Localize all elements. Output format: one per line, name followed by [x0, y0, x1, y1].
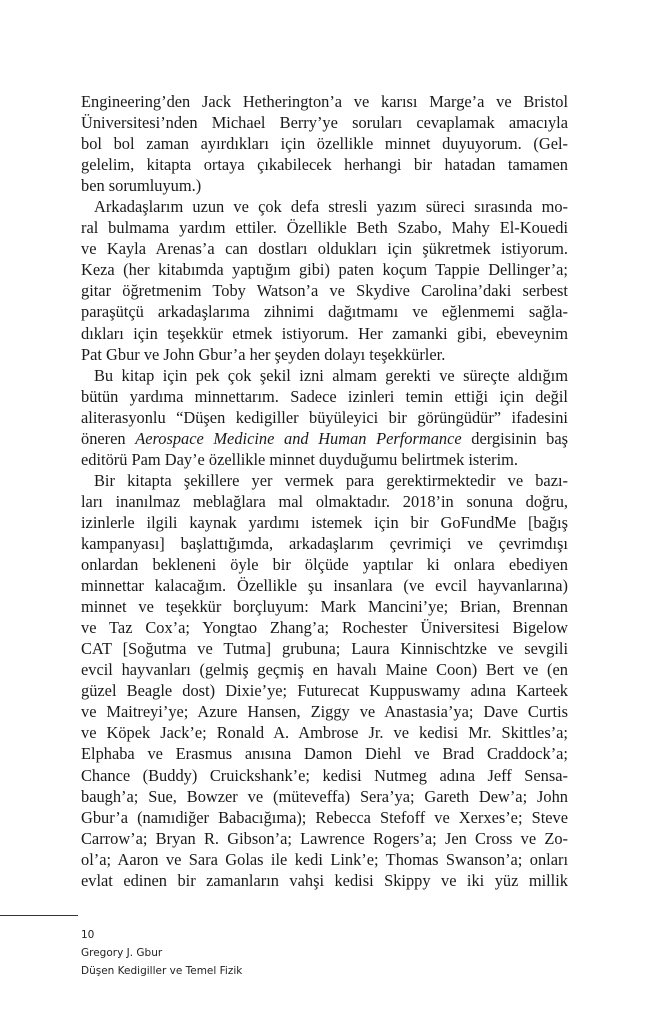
footer-divider: [0, 915, 78, 916]
text-line: minnet ve teşekkür borçluyum: Mark Mancini’ye; Brian, Brennan: [81, 597, 568, 617]
text-segment: öneren: [81, 428, 136, 448]
text-line: editörü Pam Day’e özellikle minnet duyduğumu belirtmek isterim.: [81, 449, 518, 469]
text-line: bütün yardıma minnettarım. Sadece izinleri temin ettiği için değil: [81, 386, 568, 406]
text-line: Bir kitapta şekillere yer vermek para gerektirmektedir ve bazı-: [94, 470, 568, 490]
text-line: ve Köpek Jack’e; Ronald A. Ambrose Jr. ve kedisi Mr. Skittles’a;: [81, 723, 568, 743]
journal-title: Aerospace Medicine and Human Performance: [135, 428, 462, 448]
text-line: Elphaba ve Erasmus anısına Damon Diehl ve Brad Craddock’a;: [81, 744, 568, 764]
text-line: aliterasyonlu “Düşen kedigiller büyüleyici bir görüngüdür” ifadesini: [81, 407, 568, 427]
book-title: Düşen Kedigiller ve Temel Fizik: [81, 965, 243, 977]
text-line: ve Taz Cox’a; Yongtao Zhang’a; Rochester Üniversitesi Bigelow: [81, 618, 568, 638]
text-line: güzel Beagle dost) Dixie’ye; Futurecat Kuppuswamy adına Karteek: [81, 681, 568, 701]
text-line: Chance (Buddy) Cruickshank’e; kedisi Nutmeg adına Jeff Sensa-: [81, 765, 568, 785]
text-line: Bu kitap için pek çok şekil izni almam gerekti ve süreçte aldığım: [94, 365, 568, 385]
author-name: Gregory J. Gbur: [81, 947, 163, 959]
body-text: [81, 91, 568, 891]
text-line: ol’a; Aaron ve Sara Golas ile kedi Link’e; Thomas Swanson’a; onları: [81, 849, 568, 869]
text-line: Arkadaşlarım uzun ve çok defa stresli yazım süreci sırasında mo-: [94, 197, 568, 217]
text-line: [81, 428, 568, 449]
text-line: onlardan bekleneni öyle bir ölçüde yaptılar ki onlara ebediyen: [81, 555, 568, 575]
text-line: izinlerle ilgili kaynak yardımı istemek için bir GoFundMe [bağış: [81, 512, 568, 532]
page-number: 10: [81, 929, 95, 941]
text-line: minnettar kalacağım. Özellikle şu insanlara (ve evcil hayvanlarına): [81, 576, 568, 596]
text-line: Pat Gbur ve John Gbur’a her şeyden dolayı teşekkürler.: [81, 344, 446, 364]
text-line: ral bulmama yardım ettiler. Özellikle Beth Szabo, Mahy El-Kouedi: [81, 218, 568, 238]
text-line: bol bol zaman ayırdıkları için özellikle minnet duyuyorum. (Gel-: [81, 134, 568, 154]
text-line: Gbur’a (namıdiğer Babacığıma); Rebecca Stefoff ve Xerxes’e; Steve: [81, 807, 568, 827]
text-line: ve Maitreyi’ye; Azure Hansen, Ziggy ve Anastasia’ya; Dave Curtis: [81, 702, 568, 722]
text-line: Üniversitesi’nden Michael Berry’ye soruları cevaplamak amacıyla: [81, 113, 568, 133]
text-line: ve Kayla Arenas’a can dostları oldukları için şükretmek istiyorum.: [81, 239, 568, 259]
text-line: CAT [Soğutma ve Tutma] grubuna; Laura Kinnischtzke ve sevgili: [81, 639, 568, 659]
text-line: evcil hayvanları (gelmiş geçmiş en havalı Maine Coon) Bert ve (en: [81, 660, 568, 680]
text-line: kampanyası] başlattığımda, arkadaşlarım çevrimiçi ve çevrimdışı: [81, 533, 568, 553]
text-line: ben sorumluyum.): [81, 176, 202, 196]
text-line: Keza (her kitabımda yaptığım gibi) paten koçum Tappie Dellinger’a;: [81, 260, 568, 280]
text-segment: dergisinin baş: [461, 428, 568, 448]
text-line: dıkları için teşekkür etmek istiyorum. Her zamanki gibi, ebeveynim: [81, 323, 568, 343]
text-line: baugh’a; Sue, Bowzer ve (müteveffa) Sera’ya; Gareth Dew’a; John: [81, 786, 568, 806]
text-line: Engineering’den Jack Hetherington’a ve karısı Marge’a ve Bristol: [81, 92, 568, 111]
text-line: gitar öğretmenim Toby Watson’a ve Skydive Carolina’daki serbest: [81, 281, 568, 301]
text-line: evlat edinen bir zamanların vahşi kedisi Skippy ve iki yüz millik: [81, 870, 568, 890]
text-line: gelelim, kitapta ortaya çıkabilecek herhangi bir hatadan tamamen: [81, 155, 568, 175]
text-line: paraşütçü arkadaşlarıma zihnimi dağıtmamı ve eğlenmemi sağla-: [81, 302, 568, 322]
text-line: Carrow’a; Bryan R. Gibson’a; Lawrence Rogers’a; Jen Cross ve Zo-: [81, 828, 568, 848]
text-line: ları inanılmaz meblağlara mal olmaktadır. 2018’in sonuna doğru,: [81, 491, 568, 511]
